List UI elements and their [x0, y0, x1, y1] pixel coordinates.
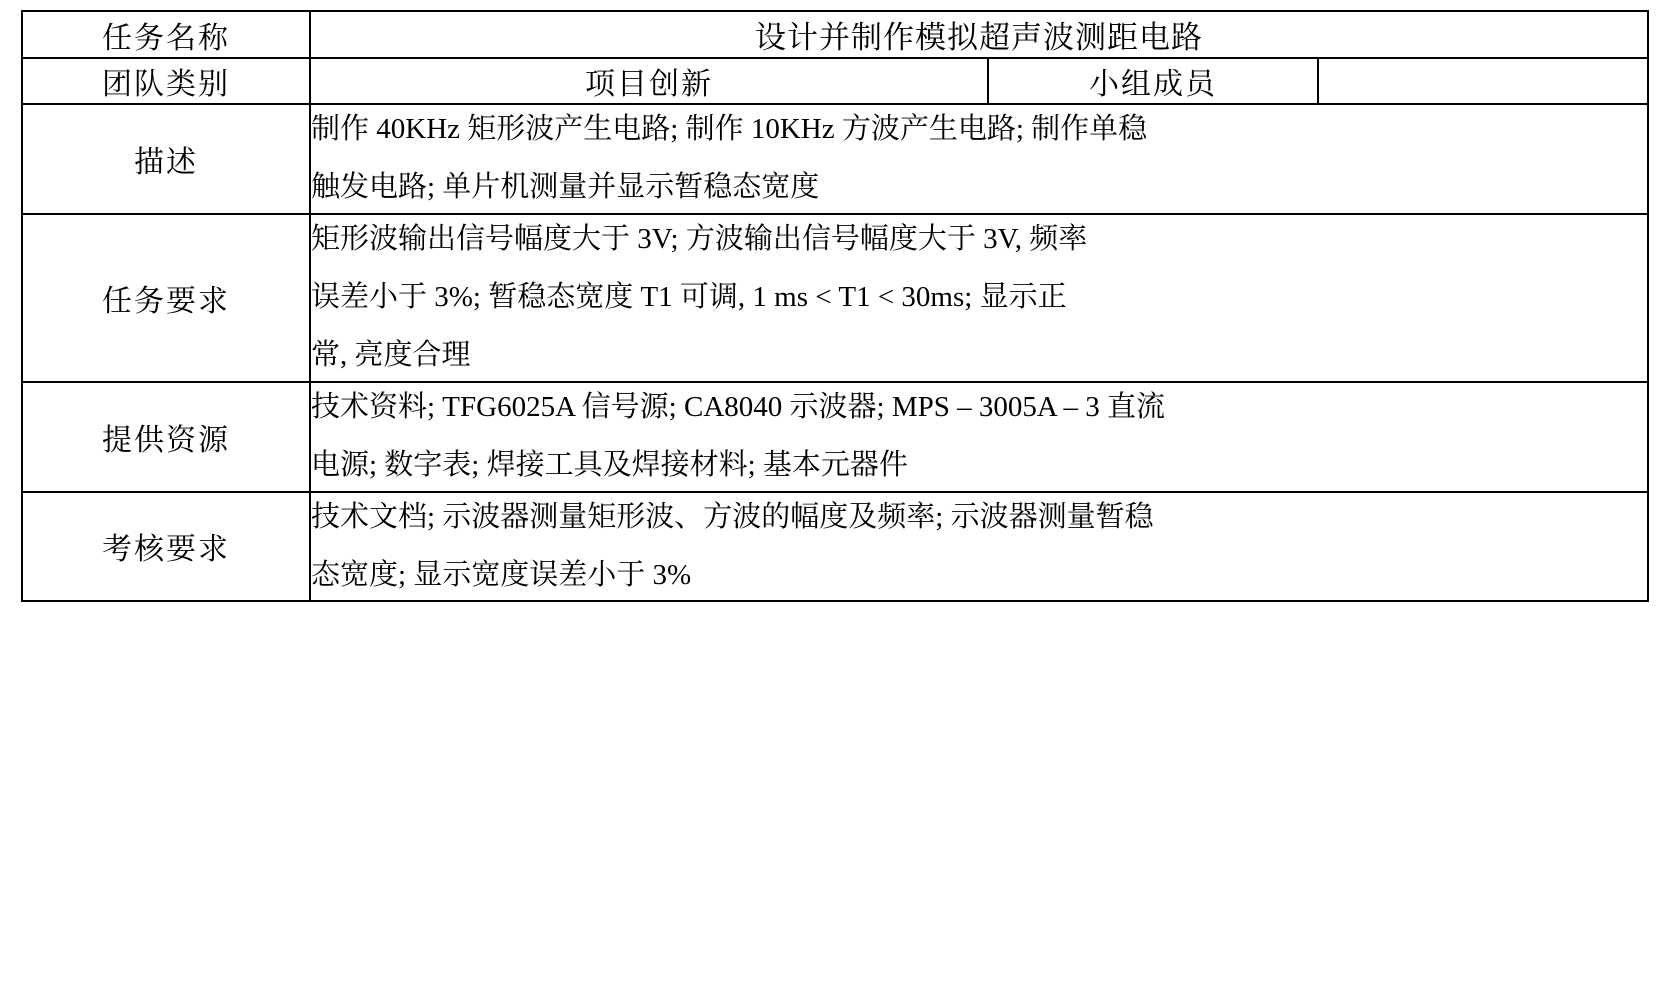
table-row-task-name [22, 11, 1648, 58]
requirements-value [310, 214, 1648, 382]
assessment-line-2: 态宽度; 显示宽度误差小于 3% [311, 558, 692, 591]
requirements-line-2: 误差小于 3%; 暂稳态宽度 T1 可调, 1 ms < T1 < 30ms; 显示正 [311, 280, 1067, 313]
row-label-resources: 提供资源 [22, 382, 310, 492]
row-label-description: 描述 [22, 104, 310, 214]
resources-line-1: 技术资料; TFG6025A 信号源; CA8040 示波器; MPS – 3005A – 3 直流 [311, 390, 1165, 423]
table-row-team-type [22, 58, 1648, 104]
task-name-value: 设计并制作模拟超声波测距电路 [310, 11, 1648, 58]
table-row-resources [22, 382, 1648, 492]
row-label-team-type: 团队类别 [22, 58, 310, 104]
task-specification-table [21, 10, 1649, 602]
description-line-1: 制作 40KHz 矩形波产生电路; 制作 10KHz 方波产生电路; 制作单稳 [311, 113, 1148, 145]
team-type-category-3-blank [1318, 58, 1648, 104]
row-label-assessment: 考核要求 [22, 492, 310, 602]
table-row-requirements [22, 214, 1648, 382]
team-type-category-1: 项目创新 [310, 58, 988, 104]
row-label-task-name: 任务名称 [22, 11, 310, 58]
assessment-line-1: 技术文档; 示波器测量矩形波、方波的幅度及频率; 示波器测量暂稳 [311, 500, 1154, 533]
row-label-requirements: 任务要求 [22, 214, 310, 382]
resources-line-2: 电源; 数字表; 焊接工具及焊接材料; 基本元器件 [311, 448, 908, 481]
table-row-assessment [22, 492, 1648, 602]
requirements-line-3: 常, 亮度合理 [311, 338, 471, 371]
description-line-2: 触发电路; 单片机测量并显示暂稳态宽度 [311, 170, 820, 203]
requirements-line-1: 矩形波输出信号幅度大于 3V; 方波输出信号幅度大于 3V, 频率 [311, 222, 1088, 255]
table-row-description [22, 104, 1648, 214]
assessment-value [310, 492, 1648, 602]
resources-value [310, 382, 1648, 492]
description-value [310, 104, 1648, 214]
team-type-category-2: 小组成员 [988, 58, 1318, 104]
